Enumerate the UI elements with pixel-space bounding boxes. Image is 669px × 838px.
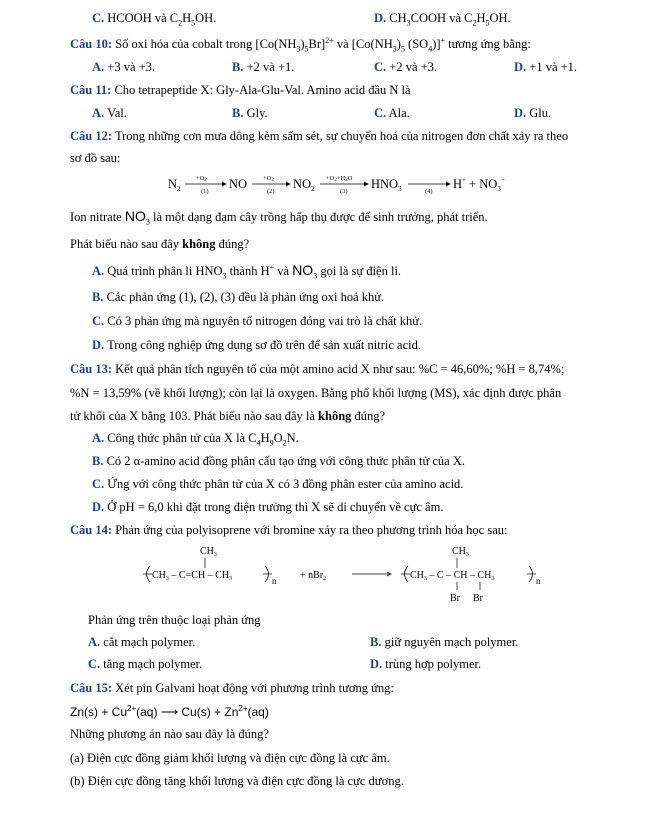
question-12-heading: Câu 12: [70, 129, 113, 143]
q10-option-b: B. +2 và +1. [232, 60, 295, 74]
q12-option-a: A. Quá trình phân li $HNO_3$ thành H+ và $NO_3$ gọi là sự điện li. [92, 262, 402, 281]
q11-option-d: D. Glu. [514, 106, 552, 120]
svg-text:+O2: +O2 [196, 175, 207, 183]
nitrogen-scheme [168, 170, 528, 198]
svg-text:n: n [536, 576, 541, 586]
q10-option-c: C. +2 và +3. [374, 60, 438, 74]
polyisoprene-equation [140, 542, 560, 608]
svg-text:+O2: +O2 [263, 175, 274, 183]
svg-text:(4): (4) [425, 188, 433, 195]
q14-option-c: C. tăng mạch polymer. [88, 657, 203, 671]
products-formula: $H^+ + NO_3^-$ [453, 176, 505, 193]
bromine-reagent: + nBr$_2$ [300, 570, 327, 582]
svg-text:(2): (2) [267, 188, 275, 195]
q11-option-c: C. Ala. [374, 106, 410, 120]
q12-option-d: D. Trong công nghiệp ứng dụng sơ đồ trên để sản xuất nitric acid. [92, 338, 421, 352]
svg-text:(3): (3) [340, 188, 348, 195]
q12-option-b: B. Các phản ứng (1), (2), (3) đều là phản ứng oxi hoá khử. [92, 290, 385, 304]
no-formula: NO [229, 177, 248, 191]
svg-text:n: n [272, 576, 277, 586]
question-13-line-3: tử khối của X bằng 103. Phát biểu nào sau đây là không đúng? [70, 409, 386, 423]
q14-type-question: Phản ứng trên thuộc loại phản ứng [88, 613, 261, 627]
right-ch3: $CH_3$ [452, 546, 469, 558]
question-15-heading: Câu 15: [70, 681, 113, 695]
galvanic-equation: $Zn(s) + Cu^{2+}(aq)$ ⟶ $Cu(s) + Zn^{2+}(aq)$ [70, 704, 269, 719]
q15-ask: Những phương án nào sau đây là đúng? [70, 727, 269, 741]
question-14-heading: Câu 14: [70, 523, 113, 537]
right-chain: $CH_3$ – C – CH – $CH_3$ [410, 570, 495, 582]
bromine-atom-2: Br [473, 593, 483, 604]
question-12-cont: sơ đồ sau: [70, 151, 121, 165]
question-12: Câu 12: Trong những cơn mưa dông kèm sấm sét, sự chuyển hoá của nitrogen đơn chất xảy ra theo [70, 129, 569, 143]
question-13: Câu 13: Kết quả phân tích nguyên tố của một amino acid X như sau: %C = 46,60%; %H = 8,74%; [70, 362, 565, 376]
question-14: Câu 14: Phản ứng của polyisoprene với bromine xảy ra theo phương trình hóa học sau: [70, 523, 508, 537]
q11-option-a: A. Val. [92, 106, 127, 120]
prev-option-c: C. HCOOH và $C_2H_5OH$. [92, 11, 217, 28]
question-13-line-2: %N = 13,59% (về khối lượng); còn lại là oxygen. Bằng phổ khối lượng (MS), xác định được phân [70, 386, 562, 400]
svg-text:(1): (1) [201, 188, 209, 195]
q14-option-d: D. trùng hợp polymer. [370, 657, 482, 671]
q13-option-d: D. Ở pH = 6,0 khi đặt trong điện trường thì X sẽ di chuyển về cực âm. [92, 500, 444, 514]
q14-option-a: A. cắt mạch polymer. [88, 635, 196, 649]
svg-text:+O2+H2O: +O2+H2O [326, 175, 353, 183]
q13-option-c: C. Ứng với công thức phân tử của X có 3 đồng phân ester của amino acid. [92, 477, 464, 491]
question-11-heading: Câu 11: [70, 83, 112, 97]
prev-option-d: D. $CH_3COOH$ và $C_2H_5OH$. [374, 11, 511, 28]
q12-ask: Phát biểu nào sau đây không đúng? [70, 237, 250, 251]
left-ch3: $CH_3$ [200, 546, 217, 558]
q14-option-b: B. giữ nguyên mạch polymer. [370, 635, 519, 649]
q10-option-d: D. +1 và +1. [514, 60, 578, 74]
q10-option-a: A. +3 và +3. [92, 60, 156, 74]
question-11: Câu 11: Cho tetrapeptide X: Gly-Ala-Glu-Val. Amino acid đầu N là [70, 83, 411, 97]
q12-option-c: C. Có 3 phản ứng mà nguyên tố nitrogen đóng vai trò là chất khử. [92, 314, 423, 328]
question-13-heading: Câu 13: [70, 362, 113, 376]
nitrate-statement: Ion nitrate $NO_3$ là một dạng đạm cây trồng hấp thụ được để sinh trưởng, phát triển. [70, 208, 488, 227]
q15-statement-b: (b) Điện cực đồng tăng khối lượng và điện cực đồng là cực dương. [70, 774, 404, 788]
bromine-atom-1: Br [450, 593, 460, 604]
left-chain: $CH_3 - C=CH - CH_3$ [152, 570, 232, 582]
question-10-heading: Câu 10: [70, 37, 113, 51]
q13-option-a: A. Công thức phân tử của X là $C_4H_9O_2N$. [92, 431, 299, 448]
q15-statement-a: (a) Điện cực đồng giảm khối lượng và điện cực đồng là cực âm. [70, 751, 390, 765]
q11-option-b: B. Gly. [232, 106, 268, 120]
no2-formula: $NO_2$ [293, 177, 315, 193]
question-10: Câu 10: Số oxi hóa của cobalt trong $[Co(NH_3)_5Br]^{2+}$ và [$Co(NH_3)_5$ $(SO_4)]^+$ tương ứng bằng: [70, 35, 531, 54]
hno3-formula: $HNO_3$ [371, 177, 402, 193]
question-15: Câu 15: Xét pin Galvani hoạt động với phương trình tương ứng: [70, 681, 394, 695]
q13-option-b: B. Có 2 α-amino acid đồng phân cấu tạo ứng với công thức phân tử của X. [92, 454, 465, 468]
n2-formula: $N_2$ [168, 177, 181, 193]
